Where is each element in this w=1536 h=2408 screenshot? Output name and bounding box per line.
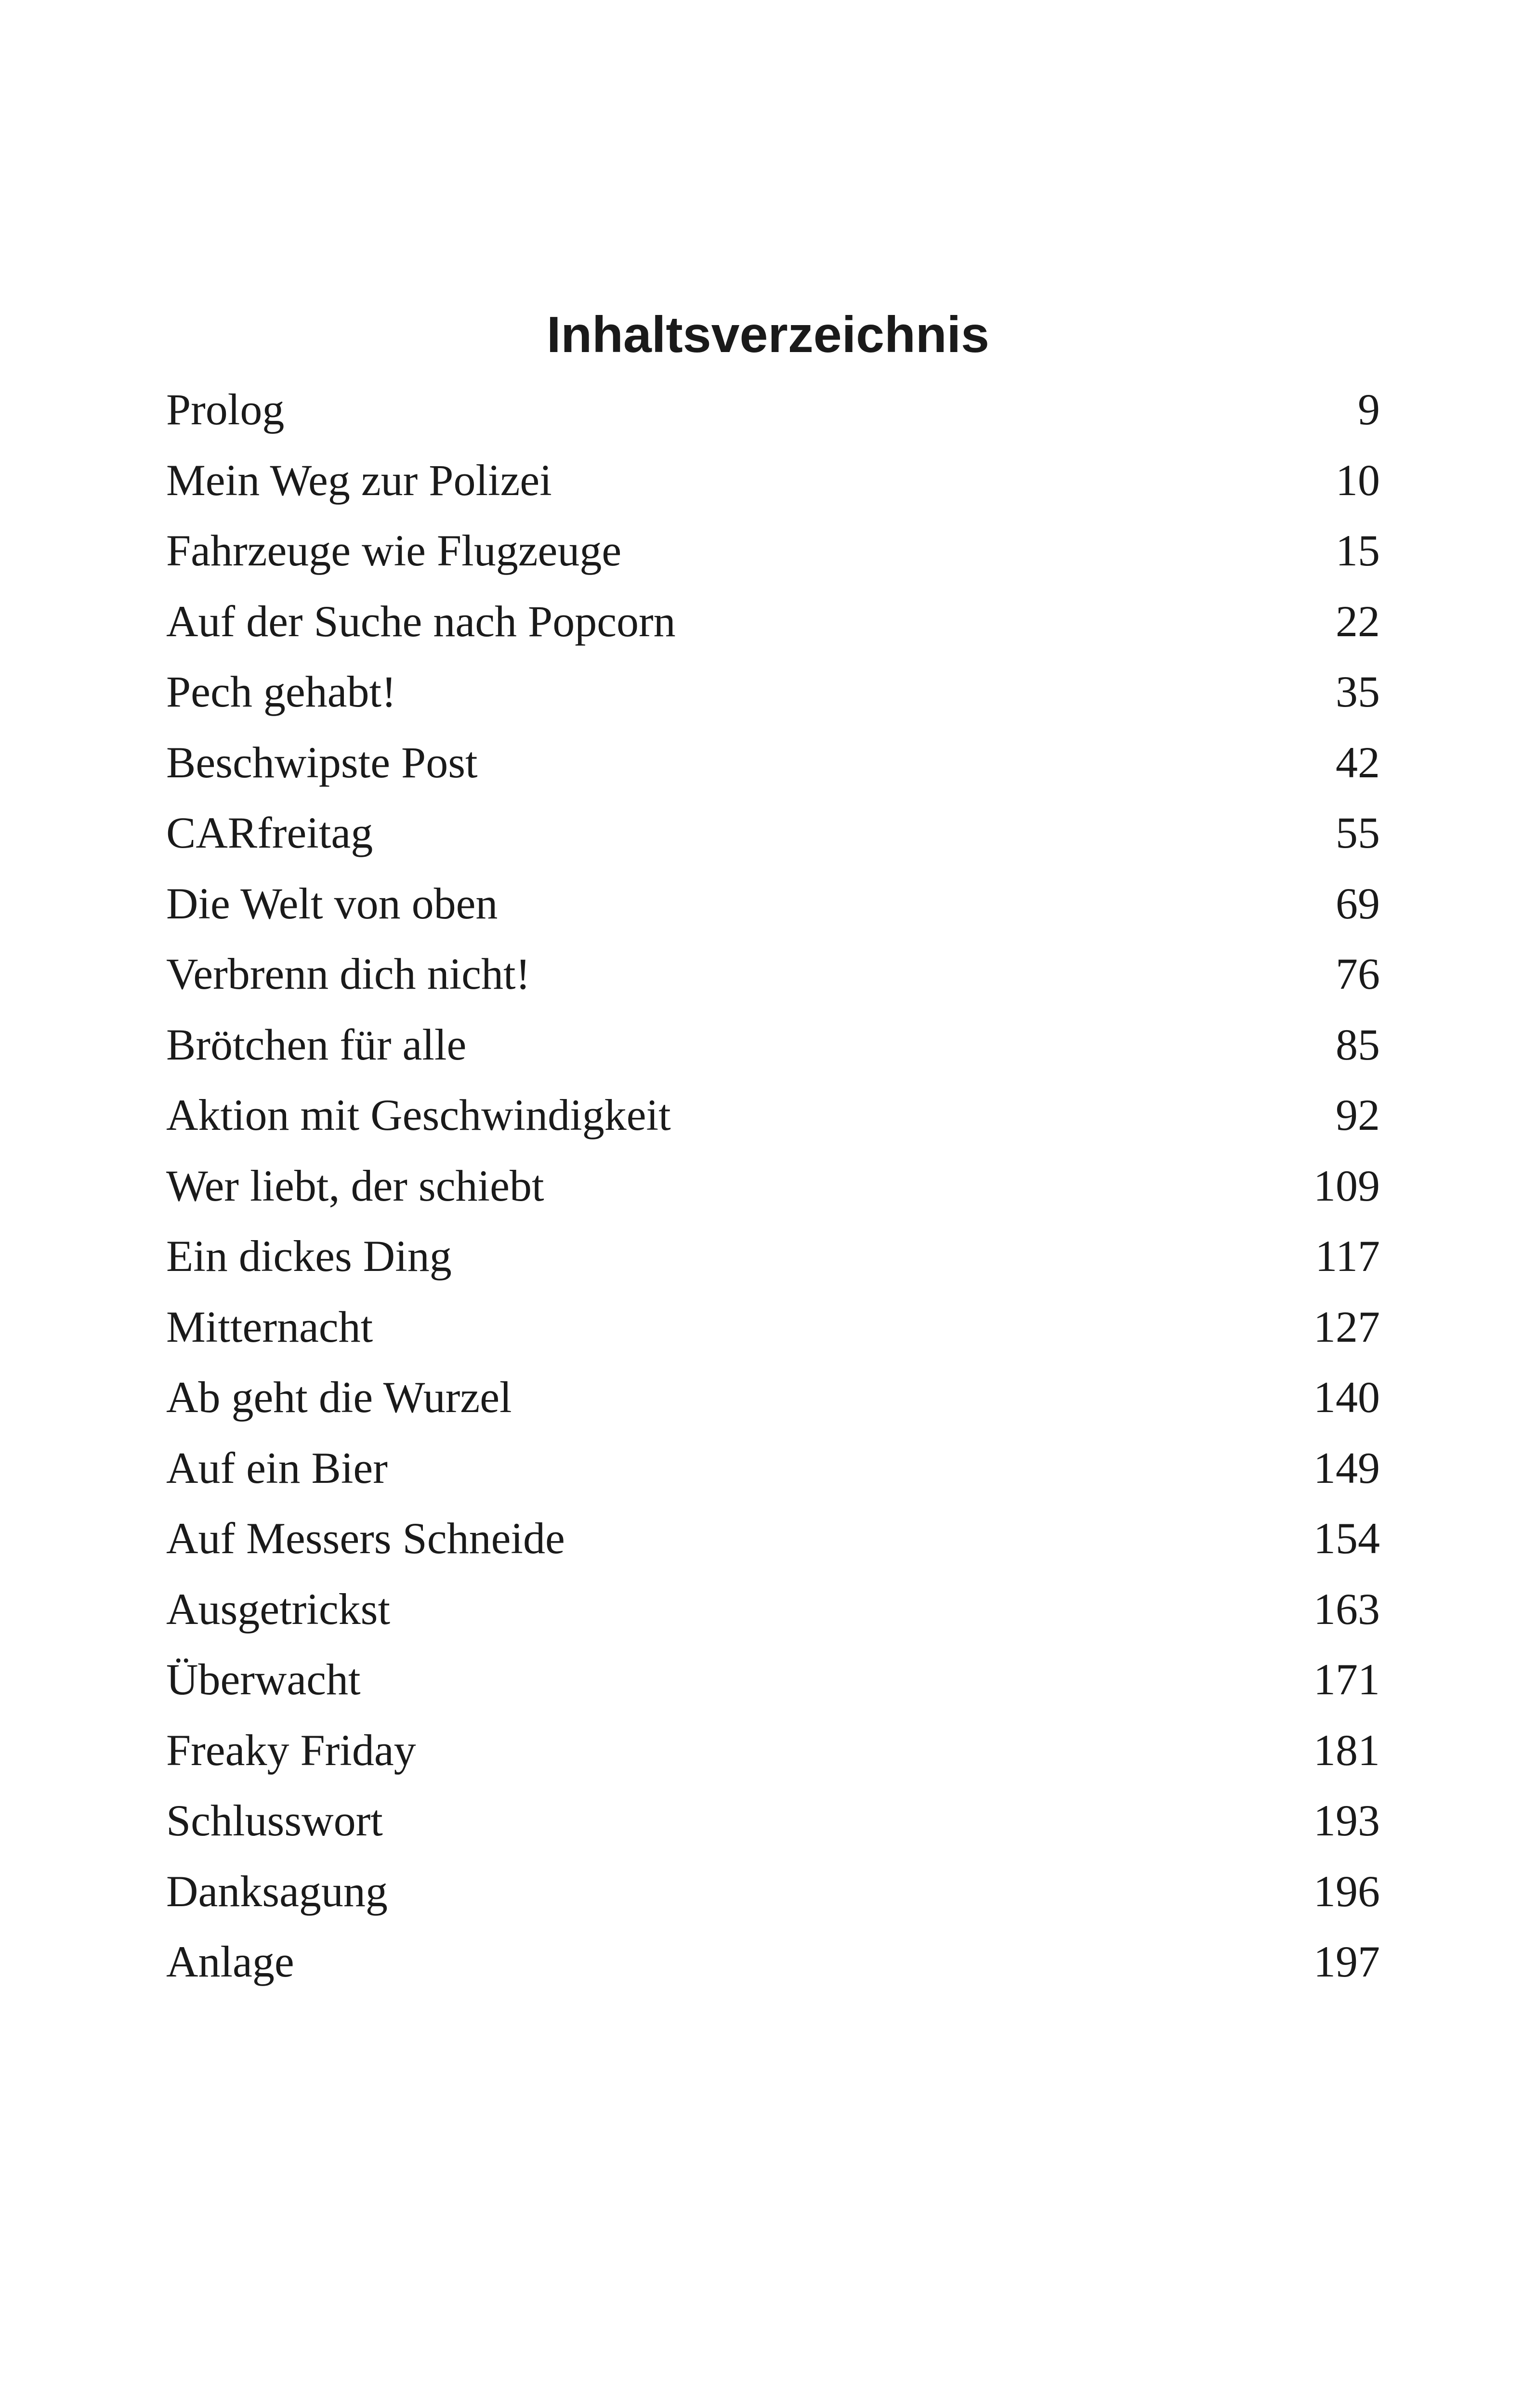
- toc-entry: [166, 522, 1380, 592]
- page-number: 193: [1313, 1796, 1380, 1845]
- toc-entry: [166, 1016, 1380, 1086]
- page-number: 154: [1313, 1514, 1380, 1563]
- chapter-title: Die Welt von oben: [166, 878, 498, 928]
- chapter-title: Brötchen für alle: [166, 1020, 467, 1069]
- page-number: 22: [1336, 596, 1380, 646]
- page-number: 92: [1336, 1090, 1380, 1139]
- toc-entry: [166, 1298, 1380, 1369]
- page-number: 69: [1336, 878, 1380, 928]
- chapter-title: Ein dickes Ding: [166, 1231, 452, 1281]
- chapter-title: Anlage: [166, 1937, 294, 1986]
- toc-entry: [166, 1157, 1380, 1228]
- page-number: 10: [1336, 455, 1380, 505]
- page-number: 9: [1358, 385, 1380, 434]
- chapter-title: Freaky Friday: [166, 1725, 416, 1775]
- table-of-contents: [166, 380, 1380, 2003]
- chapter-title: Danksagung: [166, 1866, 388, 1916]
- page-number: 35: [1336, 667, 1380, 716]
- toc-entry: [166, 1580, 1380, 1651]
- toc-entry: [166, 592, 1380, 663]
- chapter-title: Pech gehabt!: [166, 667, 396, 716]
- page-number: 163: [1313, 1584, 1380, 1634]
- toc-entry: [166, 451, 1380, 522]
- page-number: 76: [1336, 949, 1380, 998]
- chapter-title: Schlusswort: [166, 1796, 383, 1845]
- toc-entry: [166, 1368, 1380, 1439]
- page-number: 140: [1313, 1373, 1380, 1422]
- toc-entry: [166, 1792, 1380, 1862]
- toc-entry: [166, 1227, 1380, 1298]
- toc-entry: [166, 1721, 1380, 1792]
- chapter-title: Ab geht die Wurzel: [166, 1373, 512, 1422]
- toc-entry: [166, 733, 1380, 804]
- page-number: 127: [1313, 1302, 1380, 1351]
- toc-entry: [166, 1862, 1380, 1933]
- chapter-title: Ausgetrickst: [166, 1584, 391, 1634]
- page-title: Inhaltsverzeichnis: [546, 306, 989, 363]
- chapter-title: Auf Messers Schneide: [166, 1514, 565, 1563]
- chapter-title: Auf der Suche nach Popcorn: [166, 596, 676, 646]
- toc-entry: [166, 875, 1380, 945]
- toc-entry: [166, 1086, 1380, 1157]
- chapter-title: Aktion mit Geschwindigkeit: [166, 1090, 671, 1139]
- chapter-title: CARfreitag: [166, 808, 373, 857]
- chapter-title: Beschwipste Post: [166, 737, 478, 787]
- chapter-title: Prolog: [166, 385, 285, 434]
- chapter-title: Wer liebt, der schiebt: [166, 1161, 544, 1210]
- page-number: 15: [1336, 526, 1380, 575]
- toc-entry: [166, 1933, 1380, 2003]
- toc-entry: [166, 945, 1380, 1016]
- chapter-title: Auf ein Bier: [166, 1443, 388, 1492]
- chapter-title: Mein Weg zur Polizei: [166, 455, 552, 505]
- chapter-title: Verbrenn dich nicht!: [166, 949, 531, 998]
- page-number: 196: [1313, 1866, 1380, 1916]
- page-number: 85: [1336, 1020, 1380, 1069]
- page-number: 55: [1336, 808, 1380, 857]
- page-number: 109: [1313, 1161, 1380, 1210]
- chapter-title: Fahrzeuge wie Flugzeuge: [166, 526, 622, 575]
- page-number: 42: [1336, 737, 1380, 787]
- toc-entry: [166, 804, 1380, 875]
- page-number: 149: [1313, 1443, 1380, 1492]
- toc-entry: [166, 1509, 1380, 1580]
- toc-entry: [166, 380, 1380, 451]
- page-number: 117: [1315, 1231, 1380, 1281]
- toc-entry: [166, 663, 1380, 733]
- page-number: 197: [1313, 1937, 1380, 1986]
- chapter-title: Mitternacht: [166, 1302, 373, 1351]
- toc-entry: [166, 1439, 1380, 1510]
- page-number: 181: [1313, 1725, 1380, 1775]
- toc-entry: [166, 1650, 1380, 1721]
- page-number: 171: [1313, 1655, 1380, 1704]
- chapter-title: Überwacht: [166, 1655, 361, 1704]
